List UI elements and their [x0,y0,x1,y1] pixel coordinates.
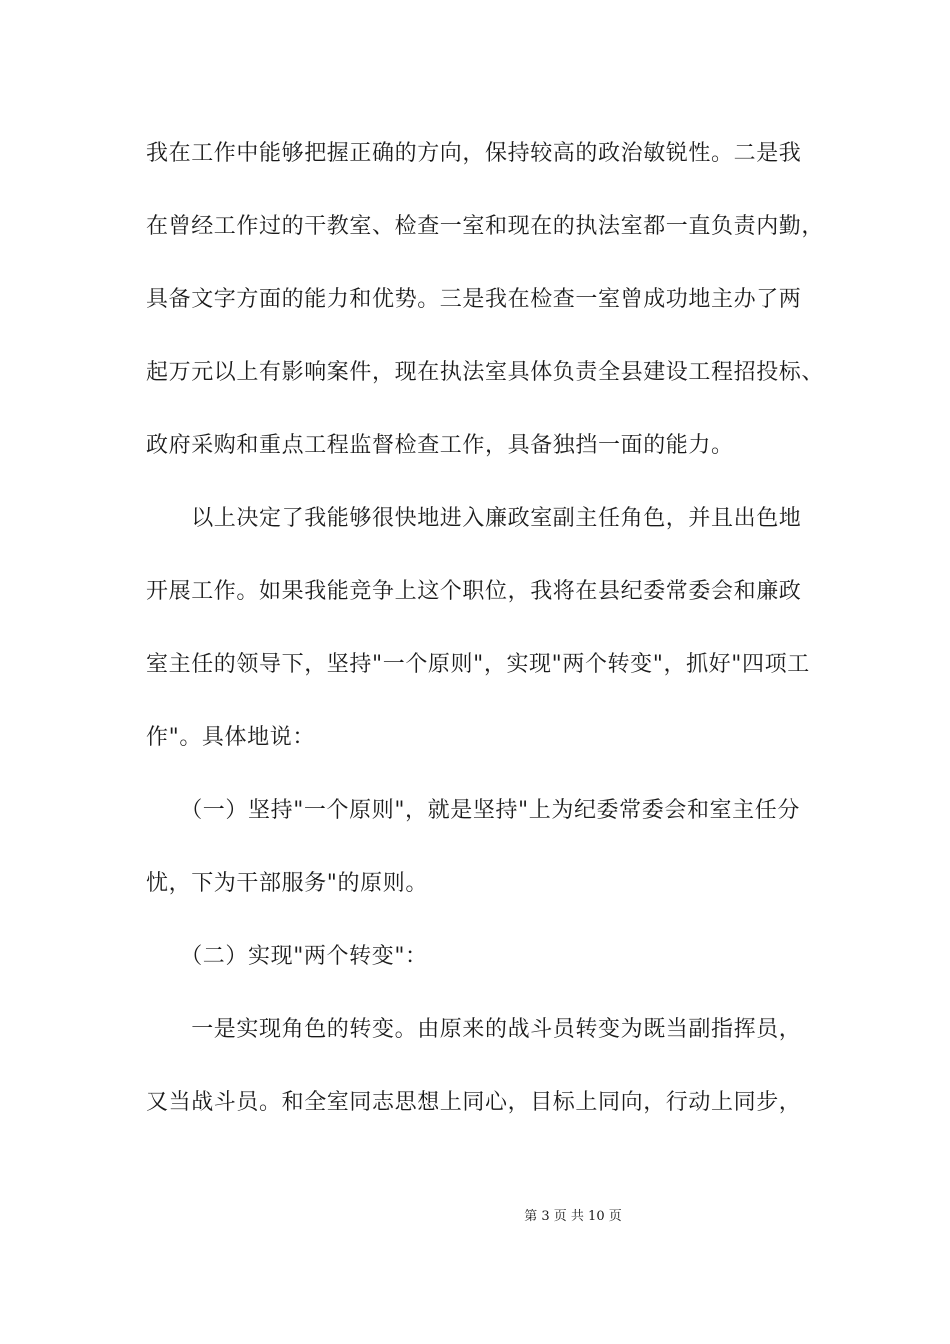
text-line-10: （一）坚持"一个原则"，就是坚持"上为纪委常委会和室主任分 [146,798,800,823]
text-line-7: 开展工作。如果我能竞争上这个职位，我将在县纪委常委会和廉政 [146,579,802,604]
text-line-2: 在曾经工作过的干教室、检查一室和现在的执法室都一直负责内勤， [146,214,825,239]
text-line-8: 室主任的领导下，坚持"一个原则"，实现"两个转变"，抓好"四项工 [146,652,810,677]
text-line-11: 忧，下为干部服务"的原则。 [146,871,428,896]
text-line-13: 一是实现角色的转变。由原来的战斗员转变为既当副指挥员， [146,1017,802,1042]
text-line-9: 作"。具体地说： [146,725,315,750]
text-line-3: 具备文字方面的能力和优势。三是我在检查一室曾成功地主办了两 [146,287,802,312]
page-number-footer: 第 3 页 共 10 页 [524,1209,622,1224]
text-line-1: 我在工作中能够把握正确的方向，保持较高的政治敏锐性。二是我 [146,141,802,166]
text-line-6: 以上决定了我能够很快地进入廉政室副主任角色，并且出色地 [146,506,802,531]
text-line-12: （二）实现"两个转变"： [146,944,428,969]
text-line-14: 又当战斗员。和全室同志思想上同心，目标上同向，行动上同步， [146,1090,802,1115]
text-line-4: 起万元以上有影响案件，现在执法室具体负责全县建设工程招投标、 [146,360,825,385]
text-line-5: 政府采购和重点工程监督检查工作，具备独挡一面的能力。 [146,433,734,458]
